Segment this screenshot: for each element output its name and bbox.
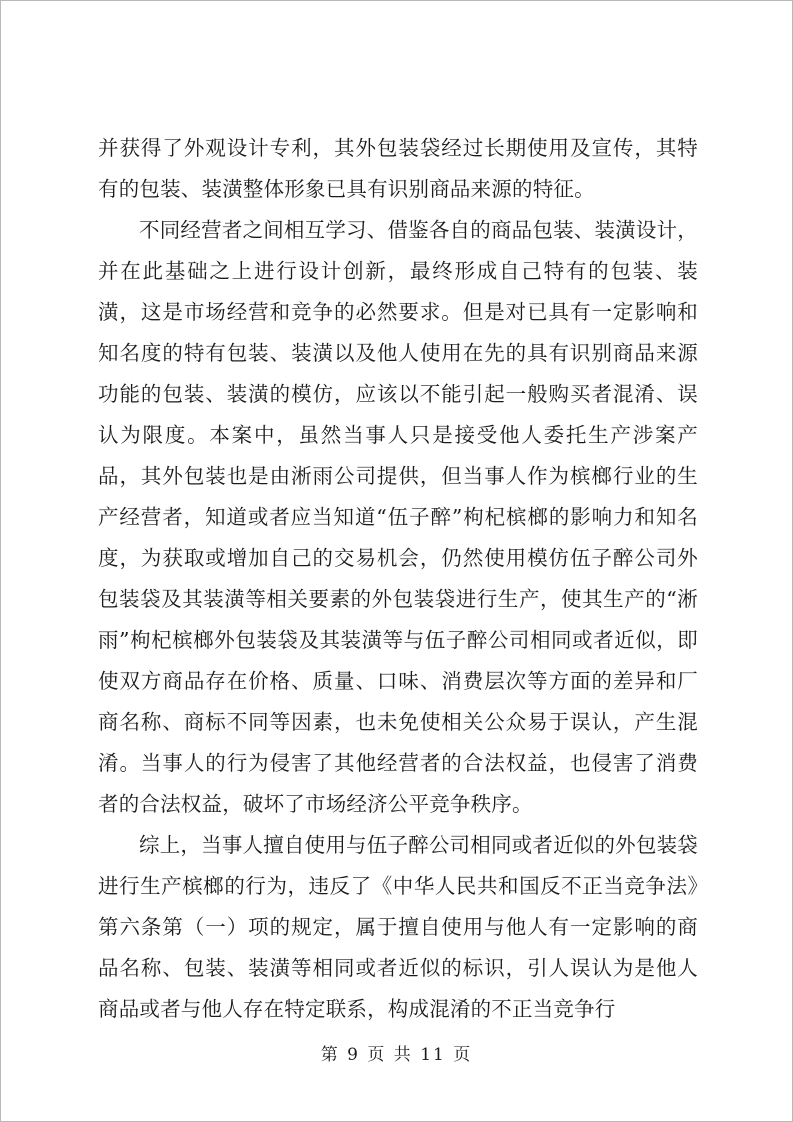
paragraph-1: 并获得了外观设计专利，其外包装袋经过长期使用及宣传，其特有的包装、装潢整体形象已具有识别商品来源的特征。 — [98, 136, 698, 201]
paragraph-3: 综上，当事人擅自使用与伍子醉公司相同或者近似的外包装袋进行生产槟榔的行为，违反了《中华人民共和国反不正当竞争法》第六条第（一）项的规定，属于擅自使用与他人有一定影响的商品名称、包装、装潢等相同或者近似的标识，引人误认为是他人商品或者与他人存在特定联系，构成混淆的不正当竞争行 — [98, 833, 698, 1021]
paragraph-2: 不同经营者之间相互学习、借鉴各自的商品包装、装潢设计，并在此基础之上进行设计创新，最终形成自己特有的包装、装潢，这是市场经营和竞争的必然要求。但是对已具有一定影响和知名度的特有包装、装潢以及他人使用在先的具有识别商品来源功能的包装、装潢的模仿，应该以不能引起一般购买者混淆、误认为限度。本案中，虽然当事人只是接受他人委托生产涉案产品，其外包装也是由淅雨公司提供，但当事人作为槟榔行业的生产经营者，知道或者应当知道“伍子醉”枸杞槟榔的影响力和知名度，为获取或增加自己的交易机会，仍然使用模仿伍子醉公司外包装袋及其装潢等相关要素的外包装袋进行生产，使其生产的“淅雨”枸杞槟榔外包装袋及其装潢等与伍子醉公司相同或者近似，即使双方商品存在价格、质量、口味、消费层次等方面的差异和厂商名称、商标不同等因素，也未免使相关公众易于误认，产生混淆。当事人的行为侵害了其他经营者的合法权益，也侵害了消费者的合法权益，破坏了市场经济公平竞争秩序。 — [98, 218, 698, 816]
page-footer: 第 9 页 共 11 页 — [320, 1045, 473, 1065]
page-content — [98, 128, 698, 1030]
